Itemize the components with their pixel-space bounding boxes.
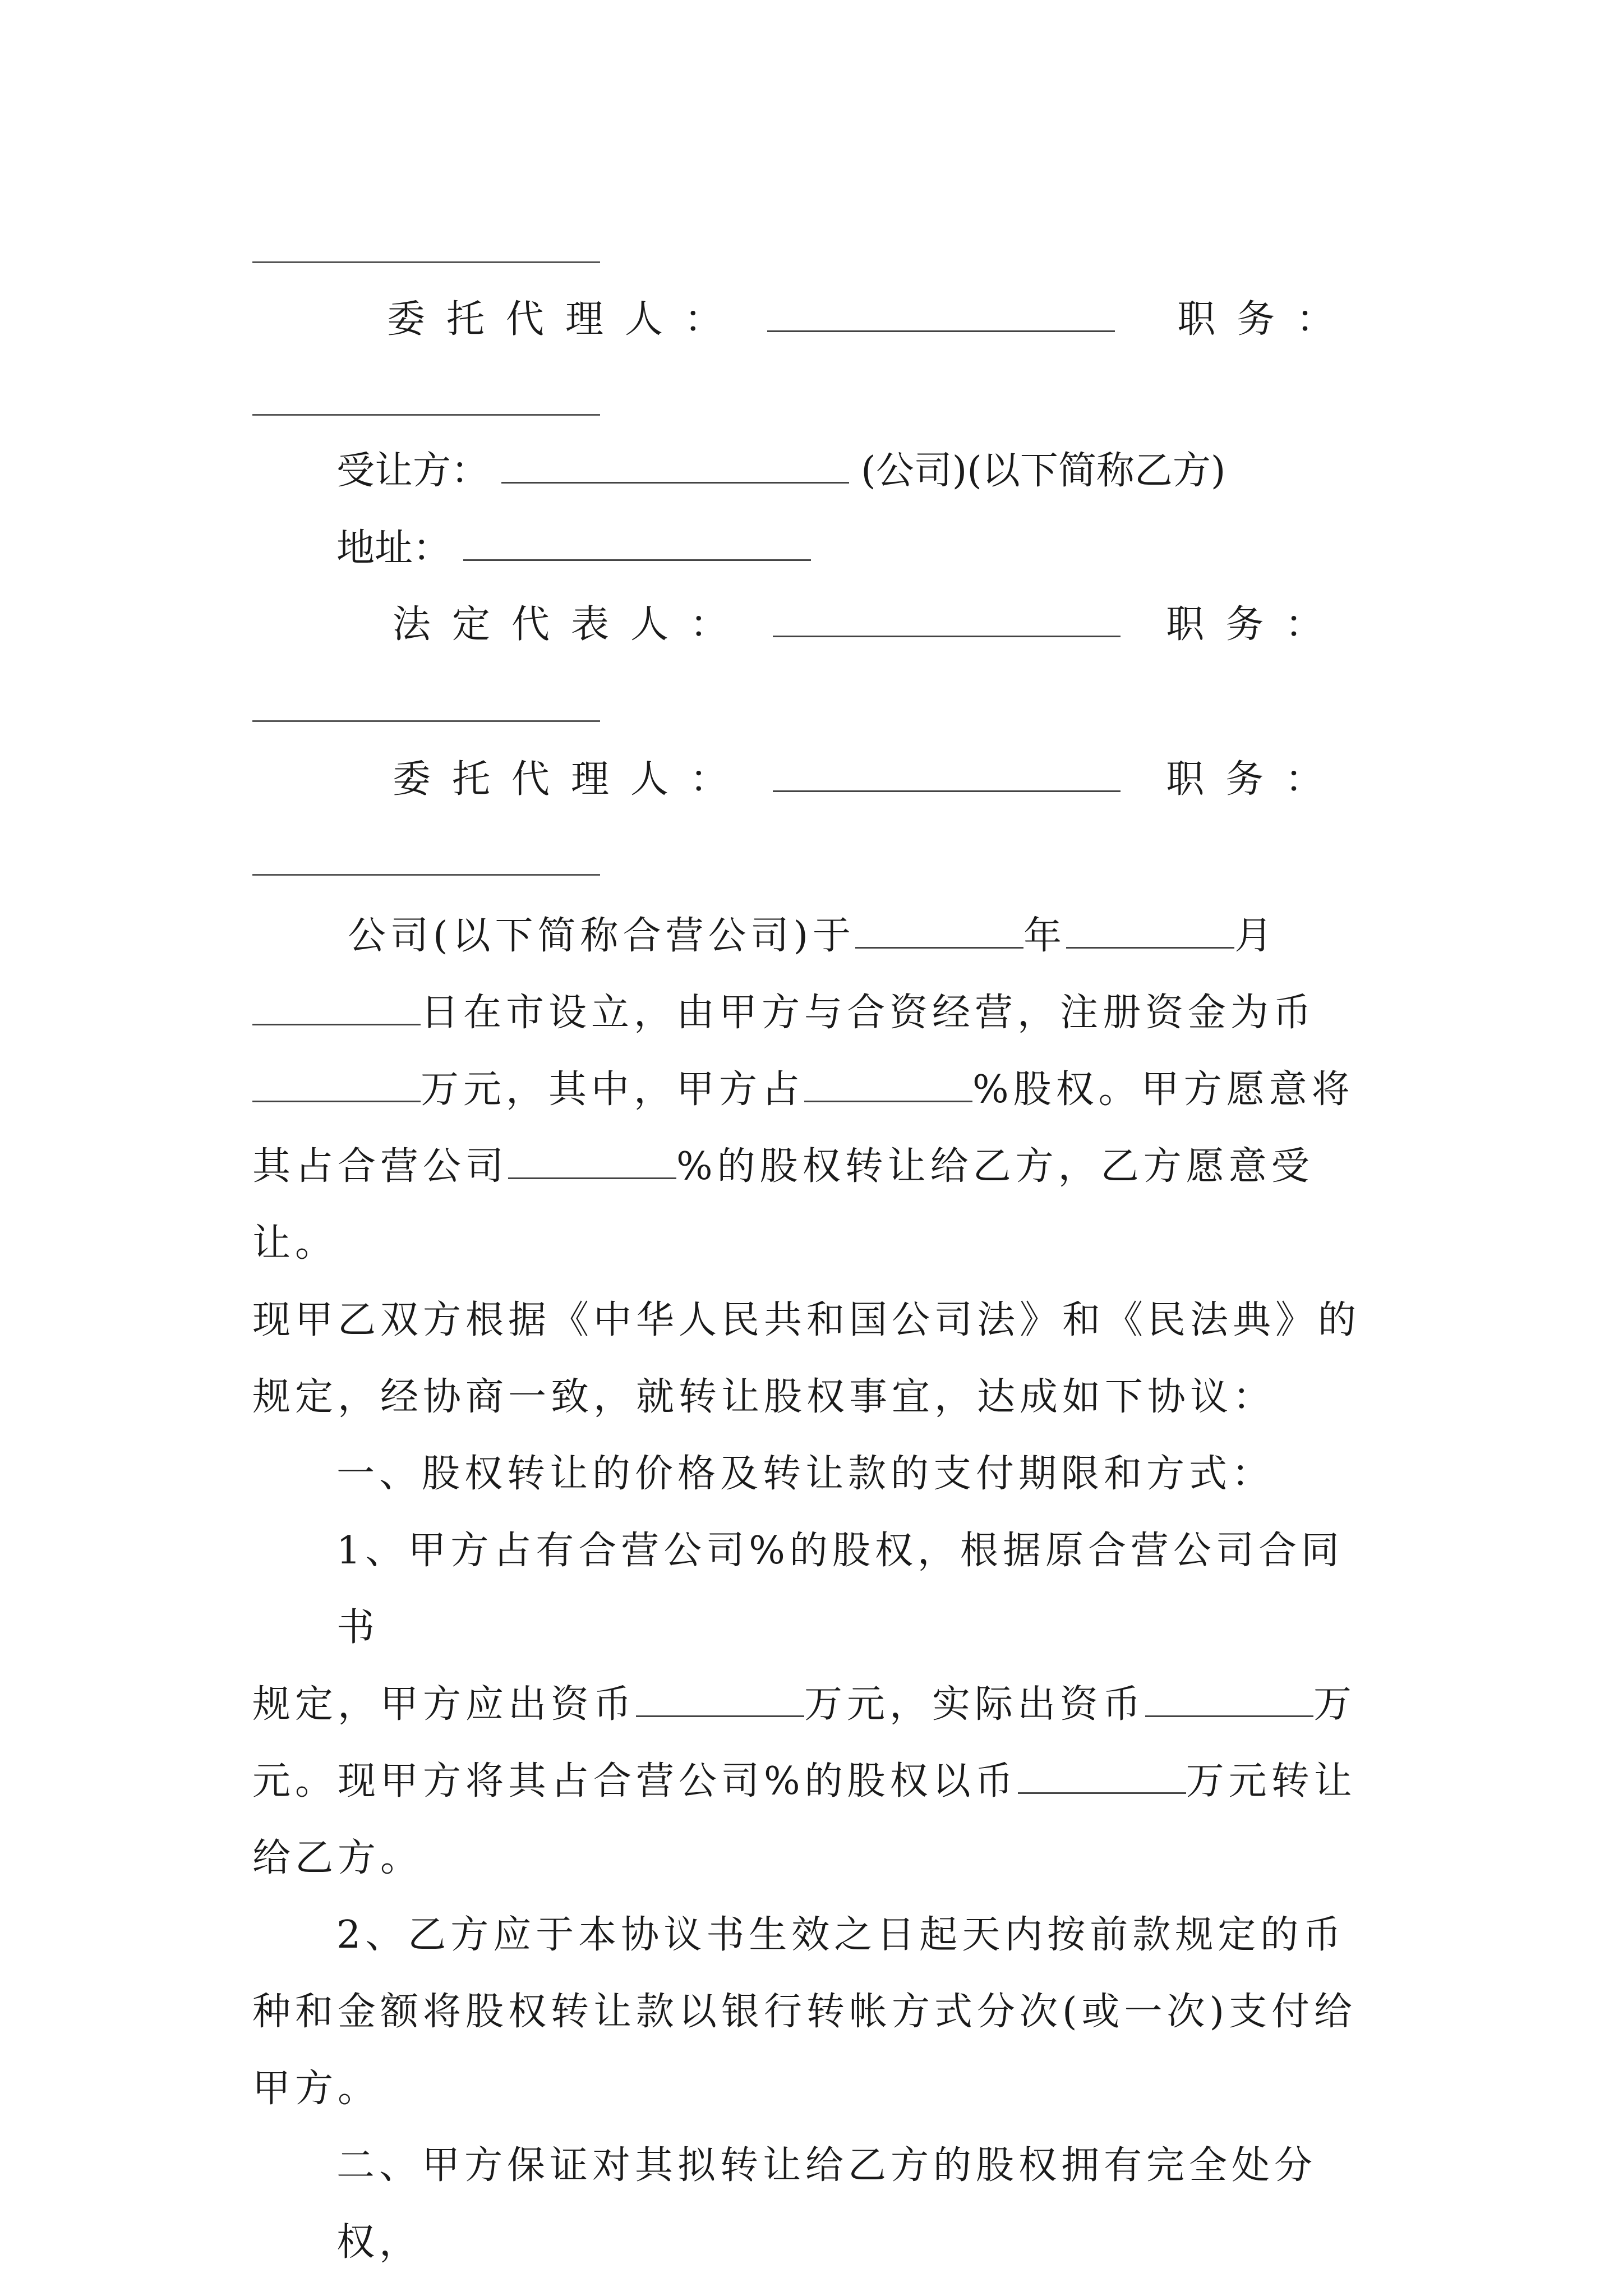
- agent-blank: [773, 756, 1121, 792]
- para-line: 现甲乙双方根据《中华人民共和国公司法》和《民法典》的: [252, 1298, 1361, 1342]
- agent-line-1: [387, 286, 1509, 353]
- transferee-line: [336, 438, 1458, 505]
- para-line: 元。现甲方将其占合营公司%的股权以币 万元转让: [252, 1743, 1374, 1820]
- legal-rep-line: [393, 591, 1514, 659]
- para-line: 2、乙方应于本协议书生效之日起天内按前款规定的币: [336, 1913, 1346, 1957]
- transferee-blank: [501, 447, 849, 484]
- para-line: 规定，甲方应出资币 万元，实际出资币 万: [252, 1666, 1374, 1743]
- blank-line: [252, 261, 600, 263]
- blank-line: [252, 720, 600, 722]
- transferee-label: 受让方：: [336, 449, 490, 493]
- blank-line: [252, 414, 600, 416]
- agent-label: 委托代理人：: [387, 297, 744, 342]
- legal-rep-label: 法定代表人：: [393, 602, 750, 647]
- transferee-suffix: (公司)(以下简称乙方): [861, 449, 1226, 493]
- duty-label: 职务：: [1177, 297, 1356, 342]
- para-line: 甲方。: [252, 2067, 381, 2111]
- agent-line-2: [393, 746, 1514, 813]
- address-label: 地址：: [336, 526, 451, 570]
- address-line: [336, 515, 1458, 582]
- para-line: 其占合营公司 %的股权转让给乙方，乙方愿意受让。: [252, 1128, 1374, 1282]
- para-line: 规定，经协商一致，就转让股权事宜，达成如下协议：: [252, 1375, 1276, 1419]
- duty-label: 职务：: [1166, 757, 1345, 802]
- para-line: 二、甲方保证对其拟转让给乙方的股权拥有完全处分权，: [336, 2143, 1317, 2265]
- para-line: 万元，其中，甲方占 %股权。甲方愿意将: [252, 1051, 1374, 1128]
- para-line: 给乙方。: [252, 1836, 423, 1880]
- legal-rep-blank: [773, 601, 1121, 637]
- section-heading: 一、股权转让的价格及转让款的支付期限和方式：: [336, 1452, 1275, 1496]
- duty-label: 职务：: [1166, 602, 1345, 647]
- blank-line: [252, 874, 600, 876]
- para-line: 日在市设立，由甲方与合资经营，注册资金为币: [252, 974, 1374, 1051]
- para-line: 种和金额将股权转让款以银行转帐方式分次(或一次)支付给: [252, 1990, 1357, 2034]
- agent-label: 委托代理人：: [393, 757, 750, 802]
- agent-blank: [767, 296, 1115, 332]
- para-line: 公司(以下简称合营公司)于 年 月: [252, 898, 1374, 974]
- body-text: [252, 898, 1374, 2281]
- para-line: 1、甲方占有合营公司%的股权，根据原合营公司合同书: [336, 1529, 1344, 1650]
- address-blank: [463, 524, 811, 561]
